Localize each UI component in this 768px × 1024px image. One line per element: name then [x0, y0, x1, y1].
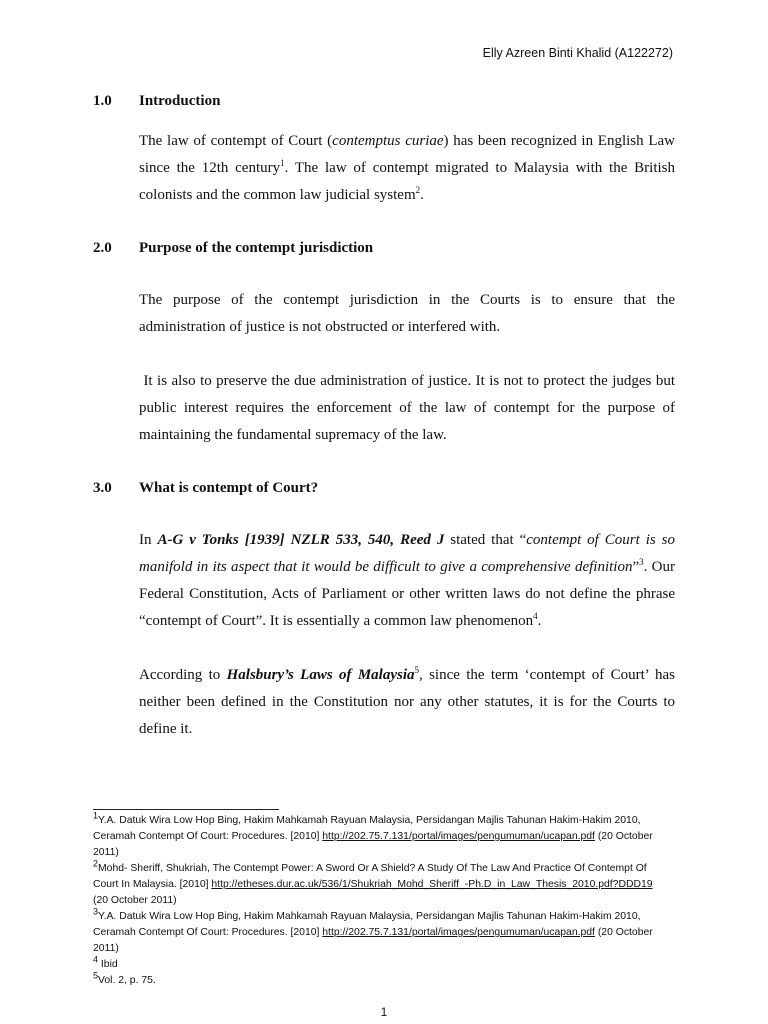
paragraph-definition: In A-G v Tonks [1939] NZLR 533, 540, Reed J stated that “contempt of Court is so manifold in its aspect that it would be difficult to give a comprehensive definition”$^3$. Our Federal Constitution, Acts of Parliament or other written laws do not define the phrase “contempt of Court”. It is essentially a common law phenomenon$^4$. — [139, 532, 675, 629]
footnotes — [93, 810, 653, 989]
paragraph-halsbury: According to Halsbury’s Laws of Malaysia$^5$, since the term ‘contempt of Court’ has neither been defined in the Constitution nor any other statutes, it is for the Courts to define it. — [139, 665, 675, 737]
page-header: Elly Azreen Binti Khalid (A122272) — [482, 46, 673, 60]
footnote-2: $^2$Mohd- Sheriff, Shukriah, The Contempt Power: A Sword Or A Shield? A Study Of The Law And Practice Of Contempt Of Court In Malaysia. [2010] http://etheses.dur.ac.uk/536/1/Shukriah_Mohd_Sheriff_-Ph.D_in_Law_Thesis_2010.pdf?DDD19 (20 October 2011) — [93, 858, 653, 906]
footnote-1: $^1$Y.A. Datuk Wira Low Hop Bing, Hakim Mahkamah Rayuan Malaysia, Persidangan Majlis Tahunan Hakim-Hakim 2010, Ceramah Contempt Of Court: Procedures. [2010] http://202.75.7.131/portal/images/pengumuman/ucapan.pdf (20 October 2011) — [93, 810, 653, 858]
section-heading-intro — [93, 93, 220, 110]
footnote-4: $^4$ Ibid — [93, 954, 118, 970]
paragraph-intro: The law of contempt of Court (contemptus curiae) has been recognized in English Law since the 12th century$^1$. The law of contempt migrated to Malaysia with the British colonists and the common law judicial system$^2$. — [139, 133, 675, 203]
footnote-ref-4: 4 — [533, 611, 538, 621]
footnote-3-link[interactable]: http://202.75.7.131/portal/images/pengumuman/ucapan.pdf — [322, 927, 595, 938]
footnote-5: $^5$Vol. 2, p. 75. — [93, 970, 156, 986]
footnote-3: $^3$Y.A. Datuk Wira Low Hop Bing, Hakim Mahkamah Rayuan Malaysia, Persidangan Majlis Tahunan Hakim-Hakim 2010, Ceramah Contempt Of Court: Procedures. [2010] http://202.75.7.131/portal/images/pengumuman/ucapan.pdf (20 October 2011) — [93, 906, 653, 954]
section-title: What is contempt of Court? — [139, 480, 319, 496]
section-title: Purpose of the contempt jurisdiction — [139, 240, 374, 256]
footnote-1-link[interactable]: http://202.75.7.131/portal/images/pengumuman/ucapan.pdf — [322, 831, 595, 842]
section-title: Introduction — [139, 93, 221, 109]
footnote-ref-2: 2 — [415, 185, 421, 195]
paragraph-purpose-2: It is also to preserve the due administration of justice. It is not to protect the judges but public interest requires the enforcement of the law of contempt for the purpose of maintaining the fundamental supremacy of the law. — [139, 373, 675, 443]
section-number: 1.0 — [93, 93, 112, 109]
footnote-ref-5: 5 — [414, 665, 419, 675]
section-number: 2.0 — [93, 240, 112, 256]
section-number: 3.0 — [93, 480, 112, 496]
quotation: contempt of Court is so manifold in its aspect that it would be difficult to give a comprehensive definition — [139, 532, 675, 575]
footnote-2-link[interactable]: http://etheses.dur.ac.uk/536/1/Shukriah_Mohd_Sheriff_-Ph.D_in_Law_Thesis_2010.pdf?DDD19 — [211, 879, 653, 890]
section-heading-what — [93, 480, 318, 497]
footnote-divider — [93, 809, 279, 810]
footnote-ref-1: 1 — [280, 158, 285, 168]
book-title: Halsbury’s Laws of Malaysia — [226, 667, 415, 683]
footnote-ref-3: 3 — [639, 557, 644, 567]
page-number: 1 — [380, 1005, 388, 1019]
paragraph-purpose-1: The purpose of the contempt jurisdiction in the Courts is to ensure that the administration of justice is not obstructed or interfered with. — [139, 292, 675, 335]
section-heading-purpose — [93, 240, 373, 257]
case-citation: A-G v Tonks [1939] NZLR 533, 540, Reed J — [157, 532, 445, 548]
